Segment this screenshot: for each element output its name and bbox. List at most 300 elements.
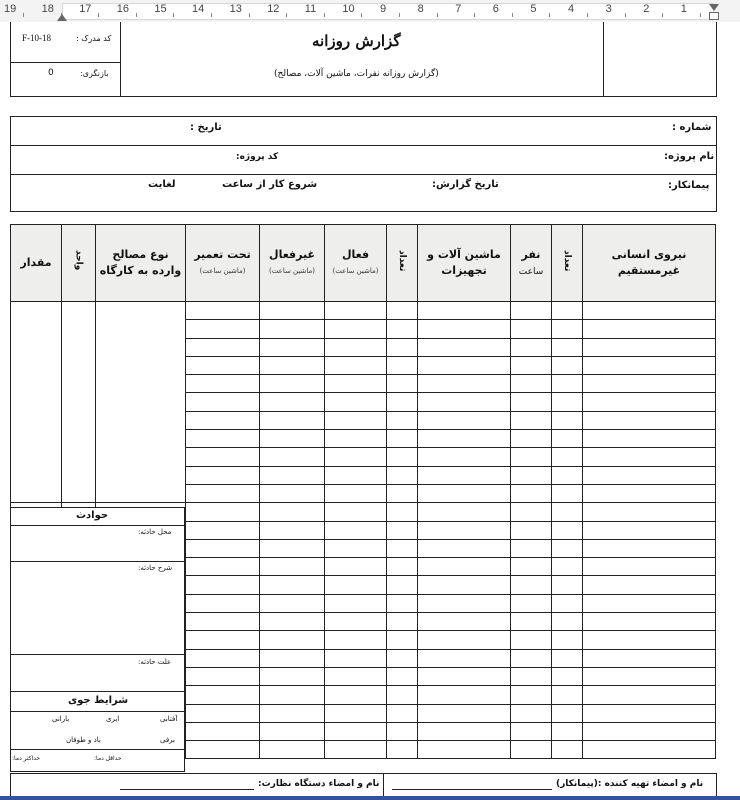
table-cell[interactable] [418, 686, 511, 704]
table-cell[interactable] [552, 320, 583, 338]
table-cell[interactable] [511, 594, 552, 612]
table-cell[interactable] [583, 466, 716, 484]
table-cell[interactable] [418, 302, 511, 320]
number-label: شماره : [672, 122, 712, 133]
table-cell[interactable] [260, 393, 325, 411]
table-cell[interactable] [186, 411, 260, 429]
ruler-number: 10 [342, 3, 355, 15]
table-cell[interactable] [186, 466, 260, 484]
table-cell[interactable] [552, 686, 583, 704]
table-cell[interactable] [325, 356, 387, 374]
ruler-number: 7 [455, 3, 462, 15]
table-cell[interactable] [511, 539, 552, 557]
table-cell[interactable] [260, 704, 325, 722]
table-cell[interactable] [552, 741, 583, 759]
table-cell[interactable] [511, 302, 552, 320]
table-cell[interactable] [418, 466, 511, 484]
table-cell[interactable] [62, 466, 96, 484]
ruler-number: 3 [605, 3, 612, 15]
ruler-tick [23, 13, 24, 17]
table-cell[interactable] [260, 411, 325, 429]
table-cell[interactable] [583, 338, 716, 356]
table-cell[interactable] [418, 594, 511, 612]
table-cell[interactable] [260, 338, 325, 356]
table-cell[interactable] [387, 667, 418, 685]
table-cell[interactable] [186, 631, 260, 649]
table-cell[interactable] [511, 448, 552, 466]
table-cell[interactable] [260, 576, 325, 594]
table-cell[interactable] [186, 741, 260, 759]
table-row [11, 338, 716, 356]
table-cell[interactable] [418, 558, 511, 576]
ruler-tick [211, 13, 212, 17]
table-cell[interactable] [260, 667, 325, 685]
table-cell[interactable] [325, 338, 387, 356]
table-cell[interactable] [387, 594, 418, 612]
table-cell[interactable] [186, 338, 260, 356]
table-cell[interactable] [11, 411, 62, 429]
table-cell[interactable] [418, 649, 511, 667]
table-cell[interactable] [418, 539, 511, 557]
status-bar [0, 796, 740, 800]
table-cell[interactable] [260, 539, 325, 557]
table-cell[interactable] [583, 558, 716, 576]
table-cell[interactable] [418, 722, 511, 740]
col-indirect-labor: نیروی انسانی غیرمستقیم [583, 225, 716, 302]
table-cell[interactable] [260, 375, 325, 393]
first-line-indent-marker[interactable] [709, 4, 719, 11]
table-cell[interactable] [511, 430, 552, 448]
table-cell[interactable] [96, 411, 186, 429]
table-cell[interactable] [186, 704, 260, 722]
table-cell[interactable] [387, 704, 418, 722]
table-cell[interactable] [11, 356, 62, 374]
table-cell[interactable] [186, 649, 260, 667]
table-cell[interactable] [583, 539, 716, 557]
ruler-tick [361, 13, 362, 17]
table-cell[interactable] [552, 704, 583, 722]
table-cell[interactable] [325, 393, 387, 411]
weather-rainy: بارانی [52, 715, 70, 723]
ruler-tick [549, 13, 550, 17]
table-cell[interactable] [552, 430, 583, 448]
table-cell[interactable] [583, 320, 716, 338]
table-cell[interactable] [583, 631, 716, 649]
table-cell[interactable] [62, 430, 96, 448]
table-cell[interactable] [325, 667, 387, 685]
table-cell[interactable] [325, 430, 387, 448]
table-cell[interactable] [511, 686, 552, 704]
table-cell[interactable] [552, 302, 583, 320]
table-cell[interactable] [552, 631, 583, 649]
col-labor-count: تعداد [552, 225, 583, 302]
table-cell[interactable] [325, 521, 387, 539]
table-cell[interactable] [387, 539, 418, 557]
table-cell[interactable] [96, 466, 186, 484]
table-cell[interactable] [552, 503, 583, 521]
table-cell[interactable] [583, 594, 716, 612]
table-cell[interactable] [96, 302, 186, 320]
table-cell[interactable] [62, 393, 96, 411]
table-cell[interactable] [583, 356, 716, 374]
ruler-tick [136, 13, 137, 17]
table-cell[interactable] [186, 430, 260, 448]
table-cell[interactable] [511, 411, 552, 429]
table-cell[interactable] [583, 686, 716, 704]
table-cell[interactable] [511, 338, 552, 356]
table-cell[interactable] [583, 503, 716, 521]
table-cell[interactable] [511, 741, 552, 759]
incident-location-label: محل حادثه: [138, 528, 172, 536]
weather-max-temp: حداکثر دما: [12, 755, 41, 762]
table-cell[interactable] [96, 484, 186, 502]
table-cell[interactable] [186, 686, 260, 704]
table-cell[interactable] [511, 521, 552, 539]
table-cell[interactable] [387, 466, 418, 484]
info-box [10, 116, 717, 212]
table-cell[interactable] [552, 649, 583, 667]
table-cell[interactable] [325, 558, 387, 576]
table-cell[interactable] [387, 686, 418, 704]
ruler-tick [324, 13, 325, 17]
table-cell[interactable] [325, 594, 387, 612]
ruler-number: 4 [568, 3, 575, 15]
table-cell[interactable] [511, 375, 552, 393]
table-cell[interactable] [186, 594, 260, 612]
table-cell[interactable] [11, 302, 62, 320]
table-cell[interactable] [11, 430, 62, 448]
ruler-number: 5 [530, 3, 537, 15]
left-indent-marker[interactable] [57, 14, 67, 21]
table-cell[interactable] [325, 539, 387, 557]
table-cell[interactable] [583, 576, 716, 594]
table-cell[interactable] [186, 722, 260, 740]
table-cell[interactable] [511, 356, 552, 374]
table-cell[interactable] [583, 411, 716, 429]
table-cell[interactable] [260, 558, 325, 576]
table-cell[interactable] [96, 448, 186, 466]
table-cell[interactable] [260, 356, 325, 374]
table-cell[interactable] [186, 667, 260, 685]
table-row [11, 356, 716, 374]
table-cell[interactable] [418, 741, 511, 759]
table-cell[interactable] [96, 430, 186, 448]
table-cell[interactable] [186, 375, 260, 393]
table-cell[interactable] [418, 356, 511, 374]
table-cell[interactable] [387, 393, 418, 411]
header-subtitle: (گزارش روزانه نفرات، ماشین آلات، مصالح) [274, 69, 439, 79]
incident-description-label: شرح حادثه: [138, 564, 173, 572]
table-cell[interactable] [325, 448, 387, 466]
ruler-number: 15 [154, 3, 167, 15]
table-cell[interactable] [552, 613, 583, 631]
table-cell[interactable] [583, 448, 716, 466]
table-cell[interactable] [583, 613, 716, 631]
table-cell[interactable] [325, 375, 387, 393]
table-cell[interactable] [260, 521, 325, 539]
date-label: تاریخ : [190, 122, 222, 133]
table-cell[interactable] [583, 722, 716, 740]
table-cell[interactable] [260, 320, 325, 338]
table-cell[interactable] [552, 375, 583, 393]
table-cell[interactable] [552, 356, 583, 374]
col-material: نوع مصالح وارده به کارگاه [96, 225, 186, 302]
table-cell[interactable] [387, 503, 418, 521]
ruler-number: 8 [417, 3, 424, 15]
table-cell[interactable] [260, 686, 325, 704]
table-row [11, 466, 716, 484]
table-cell[interactable] [260, 722, 325, 740]
table-cell[interactable] [418, 393, 511, 411]
table-cell[interactable] [583, 393, 716, 411]
table-cell[interactable] [387, 356, 418, 374]
table-cell[interactable] [387, 411, 418, 429]
table-cell[interactable] [387, 375, 418, 393]
table-cell[interactable] [186, 320, 260, 338]
table-cell[interactable] [325, 704, 387, 722]
document-page [0, 22, 740, 800]
table-cell[interactable] [552, 338, 583, 356]
table-cell[interactable] [552, 484, 583, 502]
table-cell[interactable] [583, 430, 716, 448]
table-row [11, 484, 716, 502]
table-cell[interactable] [62, 375, 96, 393]
right-indent-marker[interactable] [709, 12, 719, 20]
table-cell[interactable] [418, 411, 511, 429]
table-cell[interactable] [260, 631, 325, 649]
table-cell[interactable] [387, 320, 418, 338]
table-cell[interactable] [325, 503, 387, 521]
table-cell[interactable] [583, 667, 716, 685]
table-cell[interactable] [260, 302, 325, 320]
table-cell[interactable] [11, 466, 62, 484]
table-cell[interactable] [511, 667, 552, 685]
table-cell[interactable] [511, 320, 552, 338]
table-cell[interactable] [325, 302, 387, 320]
table-cell[interactable] [511, 631, 552, 649]
table-cell[interactable] [325, 722, 387, 740]
table-cell[interactable] [260, 448, 325, 466]
table-cell[interactable] [260, 430, 325, 448]
ruler-tick [700, 13, 701, 17]
table-cell[interactable] [583, 741, 716, 759]
table-cell[interactable] [552, 466, 583, 484]
table-cell[interactable] [583, 484, 716, 502]
table-cell[interactable] [387, 631, 418, 649]
table-cell[interactable] [552, 521, 583, 539]
table-cell[interactable] [186, 302, 260, 320]
table-cell[interactable] [186, 484, 260, 502]
table-cell[interactable] [387, 558, 418, 576]
table-cell[interactable] [96, 320, 186, 338]
table-cell[interactable] [418, 704, 511, 722]
table-cell[interactable] [387, 484, 418, 502]
report-date-label: تاریخ گزارش: [432, 179, 499, 190]
table-cell[interactable] [552, 594, 583, 612]
table-cell[interactable] [583, 375, 716, 393]
table-cell[interactable] [511, 558, 552, 576]
table-cell[interactable] [186, 613, 260, 631]
table-cell[interactable] [387, 448, 418, 466]
until-label: لغایت [148, 179, 176, 190]
table-cell[interactable] [511, 393, 552, 411]
table-cell[interactable] [418, 631, 511, 649]
ruler-tick [286, 13, 287, 17]
table-cell[interactable] [62, 320, 96, 338]
table-cell[interactable] [511, 704, 552, 722]
table-cell[interactable] [387, 338, 418, 356]
revision-value: 0 [48, 68, 54, 78]
table-cell[interactable] [511, 613, 552, 631]
ruler-number: 19 [4, 3, 17, 15]
table-cell[interactable] [418, 448, 511, 466]
table-cell[interactable] [186, 539, 260, 557]
table-cell[interactable] [387, 576, 418, 594]
header-title: گزارش روزانه [312, 32, 401, 50]
table-cell[interactable] [11, 484, 62, 502]
table-cell[interactable] [11, 375, 62, 393]
table-cell[interactable] [418, 503, 511, 521]
table-cell[interactable] [96, 338, 186, 356]
table-cell[interactable] [62, 338, 96, 356]
ruler-tick [587, 13, 588, 17]
table-cell[interactable] [552, 558, 583, 576]
col-machinery: ماشین آلات و تجهیزات [418, 225, 511, 302]
table-row [11, 430, 716, 448]
table-cell[interactable] [62, 411, 96, 429]
table-row [11, 448, 716, 466]
work-start-label: شروع کار از ساعت [222, 179, 318, 190]
table-cell[interactable] [418, 338, 511, 356]
table-cell[interactable] [325, 576, 387, 594]
table-cell[interactable] [511, 722, 552, 740]
ruler-tick [662, 13, 663, 17]
table-cell[interactable] [186, 393, 260, 411]
ruler-tick [437, 13, 438, 17]
ruler-tick [98, 13, 99, 17]
table-cell[interactable] [387, 741, 418, 759]
table-cell[interactable] [325, 741, 387, 759]
table-cell[interactable] [325, 411, 387, 429]
table-cell[interactable] [186, 448, 260, 466]
table-cell[interactable] [418, 576, 511, 594]
table-row [11, 302, 716, 320]
table-cell[interactable] [260, 613, 325, 631]
table-cell[interactable] [418, 320, 511, 338]
table-cell[interactable] [552, 393, 583, 411]
table-cell[interactable] [583, 649, 716, 667]
table-cell[interactable] [325, 484, 387, 502]
table-cell[interactable] [186, 576, 260, 594]
table-cell[interactable] [511, 466, 552, 484]
table-cell[interactable] [260, 649, 325, 667]
table-cell[interactable] [418, 667, 511, 685]
table-cell[interactable] [96, 375, 186, 393]
table-cell[interactable] [387, 649, 418, 667]
ruler-number: 17 [79, 3, 92, 15]
table-cell[interactable] [552, 448, 583, 466]
col-inactive: غیرفعال (ماشین ساعت) [260, 225, 325, 302]
ruler-number: 6 [492, 3, 499, 15]
table-cell[interactable] [62, 448, 96, 466]
table-cell[interactable] [62, 356, 96, 374]
table-cell[interactable] [62, 484, 96, 502]
col-repair: تحت تعمیر (ماشین ساعت) [186, 225, 260, 302]
table-cell[interactable] [418, 484, 511, 502]
table-cell[interactable] [11, 320, 62, 338]
table-cell[interactable] [511, 649, 552, 667]
table-cell[interactable] [552, 411, 583, 429]
table-cell[interactable] [387, 613, 418, 631]
table-cell[interactable] [418, 430, 511, 448]
table-cell[interactable] [325, 466, 387, 484]
table-cell[interactable] [511, 576, 552, 594]
table-cell[interactable] [260, 484, 325, 502]
table-cell[interactable] [511, 484, 552, 502]
table-cell[interactable] [325, 613, 387, 631]
table-cell[interactable] [583, 704, 716, 722]
table-cell[interactable] [325, 649, 387, 667]
table-cell[interactable] [418, 521, 511, 539]
table-cell[interactable] [552, 722, 583, 740]
table-cell[interactable] [260, 594, 325, 612]
table-cell[interactable] [96, 393, 186, 411]
table-cell[interactable] [62, 302, 96, 320]
table-cell[interactable] [552, 667, 583, 685]
table-cell[interactable] [552, 539, 583, 557]
table-cell[interactable] [387, 521, 418, 539]
table-row [11, 320, 716, 338]
incident-cause-label: علت حادثه: [138, 658, 172, 666]
table-cell[interactable] [11, 448, 62, 466]
table-cell[interactable] [325, 320, 387, 338]
col-machine-count: تعداد [387, 225, 418, 302]
table-cell[interactable] [260, 503, 325, 521]
table-cell[interactable] [11, 393, 62, 411]
weather-title: شرایط جوی [68, 695, 129, 706]
table-cell[interactable] [260, 466, 325, 484]
table-cell[interactable] [552, 576, 583, 594]
ruler-number: 9 [380, 3, 387, 15]
table-cell[interactable] [418, 375, 511, 393]
weather-wind-storm: باد و طوفان [66, 736, 101, 744]
table-header-row [11, 225, 716, 302]
table-cell[interactable] [583, 521, 716, 539]
table-cell[interactable] [186, 558, 260, 576]
table-cell[interactable] [325, 631, 387, 649]
table-cell[interactable] [11, 338, 62, 356]
table-cell[interactable] [387, 430, 418, 448]
table-cell[interactable] [387, 722, 418, 740]
table-cell[interactable] [260, 741, 325, 759]
table-cell[interactable] [186, 521, 260, 539]
table-cell[interactable] [511, 503, 552, 521]
project-name-label: نام پروژه: [664, 151, 715, 162]
table-cell[interactable] [418, 613, 511, 631]
table-cell[interactable] [186, 356, 260, 374]
table-cell[interactable] [583, 302, 716, 320]
table-cell[interactable] [186, 503, 260, 521]
ruler-number: 14 [192, 3, 205, 15]
weather-cloudy: ابری [106, 715, 120, 723]
weather-min-temp: حداقل دما: [94, 755, 122, 762]
ruler-number: 16 [116, 3, 130, 15]
table-cell[interactable] [325, 686, 387, 704]
horizontal-ruler[interactable] [0, 0, 740, 23]
table-cell[interactable] [96, 356, 186, 374]
ruler-tick [625, 13, 626, 17]
table-cell[interactable] [387, 302, 418, 320]
